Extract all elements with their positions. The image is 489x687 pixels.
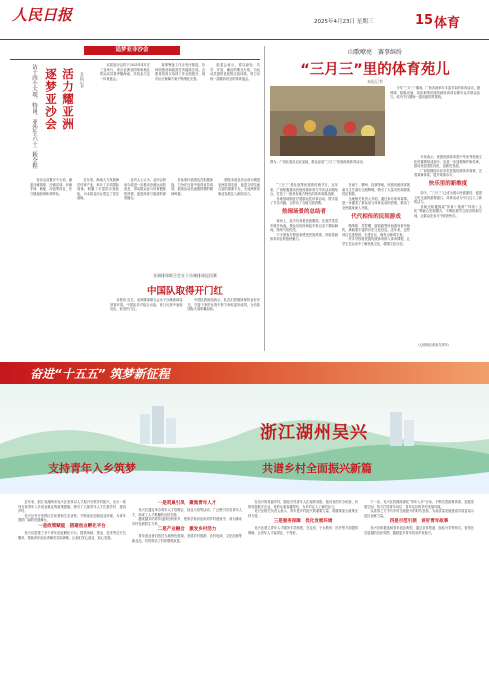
paragraph: 组委会表示，将以绿色、共享、开放、廉洁的理念办赛，为运动员提供优质的比赛环境，努力呈现一届精彩纷呈的体育盛会。 [210,63,260,81]
section-subhead: 代代相传的民间游戏 [351,213,401,220]
section-subhead: 一是筑巢引凤 聚集青年人才 [157,501,217,506]
paragraph: 今年“三月三”期间，广西各地举办丰富多彩的体育活动，抛绣球、板鞋竞速、抢花炮等民族传统体育项目吸引众多群众参与，成为节日期间一道亮丽的风景线。 [390,86,480,100]
section-subhead: 二是产业融合 激发乡村活力 [157,527,217,533]
special-place-title: 浙江湖州吴兴 [260,423,368,443]
paragraph: 期待本届亚沙会成为增进亚洲各国友谊、促进文明交流互鉴的重要平台，为亚洲体育事业发展注入新的活力。 [218,178,260,196]
left-story-rule [10,59,260,60]
volleyball-kicker: 亚洲排球联合会女子沙滩排球巡回赛 [153,273,217,278]
volleyball-title: 中国队取得开门红 [146,286,223,297]
paragraph: 本届亚沙会将于2025年4月在三亚举行，来自亚洲各国家和地区的运动员将齐聚海南，共同参与这一体育盛会。 [100,63,150,81]
paragraph: 在吴兴的美丽乡村，随处可见青年人忙碌的身影。他们有的开办民宿，有的发展数字农业，有的从事直播带货，为乡村注入了新的活力。 [248,500,358,509]
paragraph: 近年来，浙江省湖州市吴兴区坚持以人才振兴引领乡村振兴，出台一系列支持青年入乡创业就业的政策措施，吸引了大批青年人才扎根乡村、建设乡村。 [18,500,126,514]
paragraph: 吴兴区相关负责人表示，青年是乡村振兴的重要力量，将继续加大政策支持力度。 [248,509,358,518]
paragraph: 赛场上，选手们身着民族服饰，在欢声笑语中展开角逐。观众们纷纷拿起手机记录下精彩瞬间，现场气氛热烈。 [270,218,338,233]
left-story-title-line-2: 活力耀亚洲 [61,68,75,131]
paragraph: 各地还积极探索“体育＋旅游”“体育＋文化”等融合发展模式，不断拓展节日经济的新空间，让群众在参与中收获快乐。 [414,204,482,218]
paragraph: 专家表示，民族传统体育是中华优秀传统文化的重要组成部分，应进一步加强保护和传承，推动其创造性转化、创新性发展。 [414,155,482,169]
special-column-2 [132,500,242,680]
right-story-lead [390,86,480,151]
right-story-kicker: 山歌嘹亮 赛事缤纷 [347,49,402,56]
edition-number: 15 [415,13,434,28]
edition-name: 体育 [434,16,461,31]
section-subhead: 热闹场景的总结者 [281,208,326,215]
paragraph: 本报讯 近日，亚洲排球联合会女子沙滩排球巡回赛开赛，中国队多对组合出战，首日比赛中表现出色，取得开门红。 [110,298,183,312]
left-story-body-continued [30,178,260,283]
right-story-column-3 [414,155,482,348]
paragraph: 下一步，吴兴区将继续深化“青年入乡”行动，不断完善政策体系，拓展发展空间，努力打造青年向往、青年友好的乡村发展环境。 [364,500,474,509]
paragraph: 赛事筹备工作正有序推进，各场馆建设和改造任务陆续完成，志愿者招募与培训工作全面展开，城市运行保障方案不断细化完善。 [155,63,205,81]
left-story-byline: 本报记者 [80,72,85,88]
paragraph: 近年来，海南大力发展海洋体育产业，举办了多项国际赛事，积累了丰富的办赛经验，为本届亚沙会奠定了坚实基础。 [77,178,119,201]
paragraph: 在南宁、柳州、桂林等地，民族传统体育展演与文艺演出交相辉映，吸引了大量市民和游客驻足观看。 [342,183,410,197]
paragraph: 当地相关负责人介绍，通过举办体育赛事，进一步激发了群众参与体育运动的热情，推动了全民健身深入开展。 [342,196,410,210]
issue-date: 2025年4月23日 星期三 [314,19,374,25]
paragraph: 吴兴区通过举办青年人才招聘会、创业大赛等活动，广泛吸引各类青年人才，形成了人才集聚的良好态势。 [132,508,242,517]
paragraph: 不少游客专程前来感受民族风情，体验传统体育项目的独特魅力。 [270,232,338,242]
section-subhead: 三是服务保障 优化发展环境 [273,519,333,525]
left-story-banner: 追梦亚非沙会 [84,46,180,55]
paragraph: 亚沙会设置多个大项，涵盖沙滩排球、沙滩足球、沙滩手球、帆船、冲浪等项目，充分展现滨海体育特色。 [30,178,72,196]
special-column-4 [364,500,474,680]
right-story-footnote: （人民网记者参与采写） [416,343,452,347]
right-story-column-1 [270,183,338,348]
paragraph: 如今，“三月三”已成为展示民族团结、促进文化交流的重要窗口，体育活动为节日注入了新的活力。 [414,190,482,205]
special-section-illustration [0,384,489,494]
special-column-3 [248,500,358,680]
paragraph: 越来越多的青年选择回到家乡，把所学知识运用到乡村建设中，成为推动乡村发展的生力军。 [132,517,242,526]
photo-illustration [270,86,385,156]
section-subhead: 快乐里的新维度 [428,180,468,187]
paragraph: 吴兴区积极选树青年创业典型，通过宣传报道、经验分享等形式，营造比学赶超的良好氛围，激励更多青年投身乡村振兴。 [364,526,474,535]
special-section-band-title: 奋进“十五五” 筑梦新征程 [30,367,170,381]
left-story-body [100,63,260,178]
news-photo [270,86,385,156]
paragraph: 以青春之力书写乡村全面振兴的时代答卷，为高质量发展建设共同富裕示范区贡献力量。 [364,509,474,518]
column-divider [264,46,265,351]
paragraph: 中国队教练组表示，队员们将继续保持良好状态，在接下来的比赛中努力争取更好成绩，为后续国际大赛积累经验。 [187,298,260,312]
landscape-illustration [0,384,489,494]
paragraph: 吴兴区充分发挥区位优势和生态优势，不断优化创新创业环境，为青年提供广阔的发展舞台。 [18,513,126,523]
special-column-1 [18,500,126,680]
paragraph: “三月三”是壮族等民族的传统节日，近年来，广西积极推动民族传统体育与节庆活动相结合，打造了一批具有地方特色的体育赛事品牌。 [270,183,338,197]
left-story-title-line-1: 逐梦亚沙会 [44,68,58,131]
paragraph: 各参赛代表团也在积极备战，力争在比赛中取得优异成绩，展现运动员顽强拼搏的精神风貌。 [171,178,213,196]
paragraph: 业内人士认为，亚沙会的举办将进一步推动沙滩运动的普及，带动群众参与体育锻炼的热情，促进体育与旅游的深度融合。 [124,178,166,201]
newspaper-logo: 人民日报 [12,6,73,24]
right-story-column-2 [342,183,410,348]
left-story-subtitle: 访十四个大项、特岗、亚沙生六十二秋全程 [31,64,37,169]
photo-caption: 图为：广西壮族自治区某地，群众参加“三月三”民族传统体育活动。 [270,160,366,164]
paragraph: 青年创业者们依托当地特色资源，发展乡村旅游、农村电商、文化创意等新业态，有效带动了村民增收致富。 [132,534,242,543]
paragraph: 吴兴区建立青年人才服务专员制度，在住房、子女教育、医疗等方面提供保障，让青年人才留得住、干得好。 [248,526,358,535]
paragraph: 抛绣球、打陀螺、踩高跷等民间游戏世代相传，承载着丰富的历史文化信息。近年来，这些项目走进校园、走进社区，焕发出新的生机。 [342,223,410,237]
volleyball-body [110,298,260,348]
paragraph: 吴兴区搭建了多个青年创业孵化平台，提供场地、资金、技术等全方位服务，帮助青年创业者解决实际困难，让他们安心创业、放心发展。 [18,530,126,540]
section-subhead: 一是政策赋能 搭建创业孵化平台 [38,523,106,529]
paragraph: 广西将继续办好各类民族传统体育赛事，完善赛事体系，提升赛事水平。 [414,168,482,178]
paragraph: 各地因地制宜开展群众性体育活动，既丰富了节日内涵，又带动了当地文旅消费。 [270,196,338,206]
paragraph: 许多学校将民族传统体育纳入体育课程，让学生在运动中了解民族文化，增强文化自信。 [342,237,410,246]
special-main-title-part-1: 支持青年入乡筑梦 [48,462,136,475]
section-subhead: 四是示范引领 讲好青年故事 [389,519,449,525]
right-story-byline: 本报记者 [367,79,383,84]
special-main-title-part-2: 共谱乡村全面振兴新篇 [262,462,372,475]
right-story-title: “三月三”里的体育苑儿 [300,62,450,78]
